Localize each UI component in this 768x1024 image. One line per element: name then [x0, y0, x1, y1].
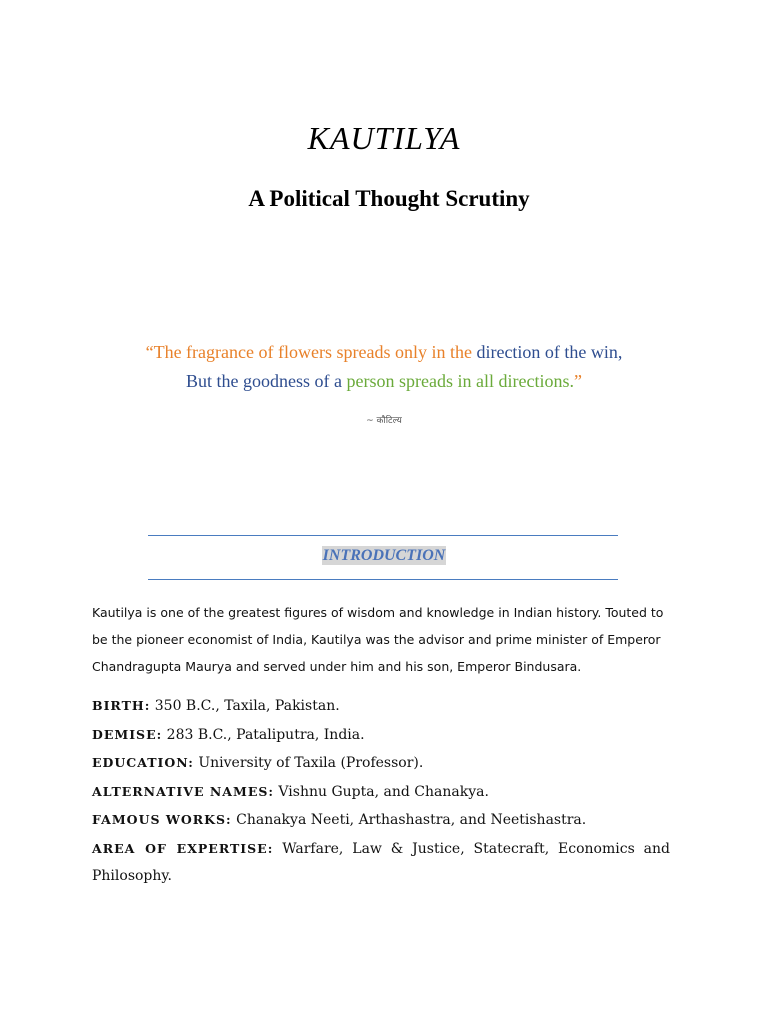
fact-famous-works [92, 806, 670, 835]
fact-area-of-expertise [92, 835, 670, 891]
fact-label: EDUCATION: [92, 755, 194, 770]
fact-value: Vishnu Gupta, and Chanakya. [273, 783, 489, 800]
fact-demise [92, 721, 670, 750]
fact-value: Chanakya Neeti, Arthashastra, and Neetishastra. [231, 812, 587, 828]
quote-attribution: ~ कौटिल्य [366, 416, 402, 426]
facts-list [92, 692, 670, 891]
quote-line-1-orange: “The fragrance of flowers spreads only in the [145, 342, 477, 362]
fact-birth [92, 692, 670, 721]
fact-label: DEMISE: [92, 726, 163, 742]
fact-label: AREA OF EXPERTISE: [92, 840, 274, 856]
epigraph-quote [0, 338, 768, 396]
quote-line-2-close-mark: ” [573, 371, 582, 391]
fact-label: FAMOUS WORKS: [92, 812, 232, 827]
introduction-paragraph: Kautilya is one of the greatest figures of wisdom and knowledge in Indian history. Touted to be the pioneer economist of India, Kautilya was the advisor and prime minister of Emperor Chandragupta Maurya and served under him and his son, Emperor Bindusara. [92, 605, 664, 674]
heading-divider-top [148, 535, 618, 536]
quote-line-2 [0, 367, 768, 396]
introduction-heading-text: INTRODUCTION [322, 547, 446, 564]
fact-label: BIRTH: [92, 698, 151, 713]
fact-alternative-names [92, 778, 670, 807]
introduction-heading [0, 547, 768, 565]
fact-value: University of Taxila (Professor). [193, 755, 424, 771]
quote-line-1-blue: direction of the win, [476, 342, 623, 362]
fact-value: Warfare, Law & Justice, Statecraft, Economics and Philosophy. [92, 840, 670, 884]
heading-divider-bottom [148, 579, 618, 580]
document-title: KAUTILYA [307, 120, 461, 156]
document-subtitle: A Political Thought Scrutiny [248, 186, 530, 211]
quote-line-1 [0, 338, 768, 367]
quote-line-2-green: person spreads in all directions. [346, 371, 574, 391]
fact-education [92, 749, 670, 778]
fact-value: 350 B.C., Taxila, Pakistan. [150, 698, 340, 714]
quote-line-2-blue: But the goodness of a [186, 371, 347, 391]
fact-label: ALTERNATIVE NAMES: [92, 783, 274, 799]
fact-value: 283 B.C., Pataliputra, India. [162, 726, 365, 743]
